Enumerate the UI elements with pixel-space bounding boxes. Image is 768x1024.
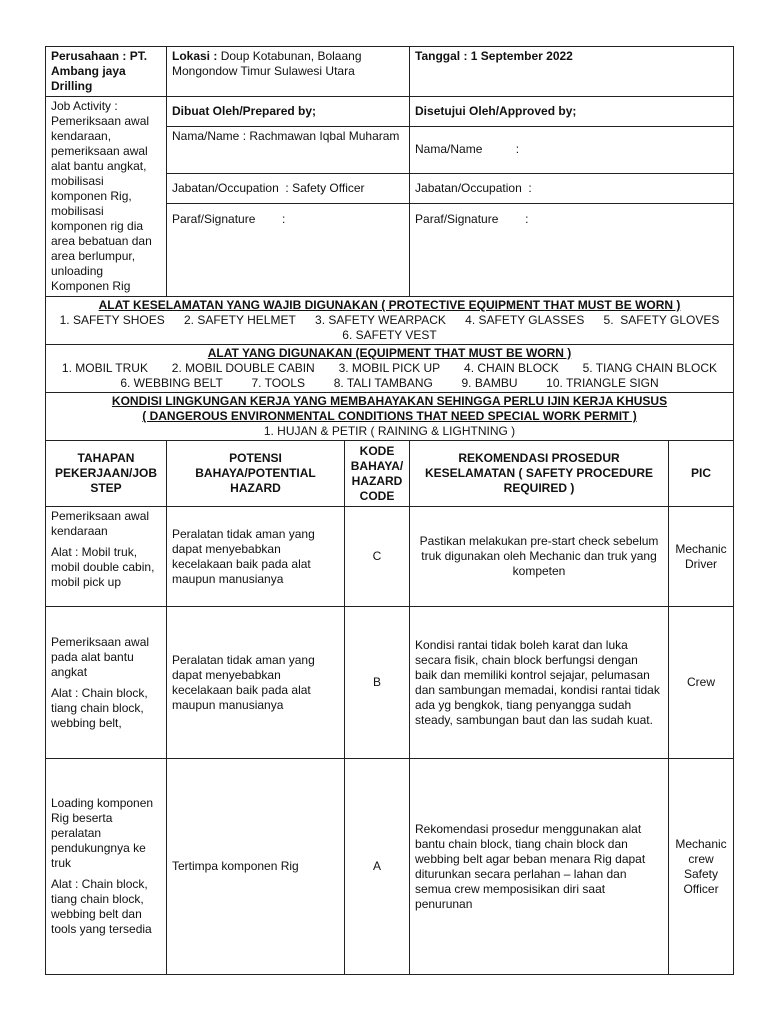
approved-signature: Paraf/Signature :	[410, 203, 734, 296]
ppe-item: 2. SAFETY HELMET	[183, 313, 296, 327]
job-tools: Alat : Chain block, tiang chain block, webbing belt dan tools yang tersedia	[51, 877, 152, 936]
approved-name: Nama/Name :	[410, 127, 734, 174]
ppe-item: 3. SAFETY WEARPACK	[315, 313, 446, 327]
ppe-title: ALAT KESELAMATAN YANG WAJIB DIGUNAKAN ( PROTECTIVE EQUIPMENT THAT MUST BE WORN )	[98, 298, 681, 312]
job-step-cell	[46, 607, 167, 759]
pic-cell: Crew	[669, 607, 734, 759]
ppe-item: 4. SAFETY GLASSES	[465, 313, 585, 327]
equipment-item: 2. MOBIL DOUBLE CABIN	[171, 361, 315, 375]
approved-by-label: Disetujui Oleh/Approved by;	[410, 97, 734, 127]
procedure-cell: Kondisi rantai tidak boleh karat dan luka secara fisik, chain block berfungsi dengan baik dan memiliki kontrol sejajar, pelumasan dan sambungan memadai, kondisi rantai tidak ada yg bengkok, tiang penyangga sudah steady, sambungan baut dan las sudah kuat.	[410, 607, 669, 759]
ppe-item: 5. SAFETY GLOVES	[603, 313, 720, 327]
job-step: Loading komponen Rig beserta peralatan pendukungnya ke truk	[51, 796, 154, 870]
procedure-cell: Rekomendasi prosedur menggunakan alat bantu chain block, tiang chain block dan webbing belt agar beban menara Rig dapat diturunkan secara perlahan – lahan dan semua crew memposisikan diri saat penurunan	[410, 759, 669, 975]
equipment-item: 6. WEBBING BELT	[120, 376, 223, 390]
hazard-code-cell: A	[345, 759, 410, 975]
equipment-list-1	[46, 361, 733, 376]
location-value: Doup Kotabunan, Bolaang Mongondow Timur Sulawesi Utara	[172, 49, 362, 78]
job-step-cell	[46, 759, 167, 975]
equipment-list-2	[46, 376, 733, 391]
header-procedure: REKOMENDASI PROSEDUR KESELAMATAN ( SAFETY PROCEDURE REQUIRED )	[410, 441, 669, 507]
prepared-by-label: Dibuat Oleh/Prepared by;	[167, 97, 410, 127]
header-pic: PIC	[669, 441, 734, 507]
conditions-title: KONDISI LINGKUNGAN KERJA YANG MEMBAHAYAKAN SEHINGGA PERLU IJIN KERJA KHUSUS	[111, 394, 668, 408]
location-cell	[167, 47, 410, 97]
equipment-section	[46, 345, 734, 393]
prepared-name: Nama/Name : Rachmawan Iqbal Muharam	[167, 127, 410, 174]
job-step: Pemeriksaan awal kendaraan	[51, 509, 150, 538]
job-step: Pemeriksaan awal pada alat bantu angkat	[51, 634, 150, 679]
conditions-subtitle: ( DANGEROUS ENVIRONMENTAL CONDITIONS THAT NEED SPECIAL WORK PERMIT )	[142, 409, 637, 423]
equipment-item: 4. CHAIN BLOCK	[464, 361, 559, 375]
job-activity-cell: Job Activity : Pemeriksaan awal kendaraan, pemeriksaan awal alat bantu angkat, mobilisasi komponen Rig, mobilisasi komponen rig dia area bebatuan dan area berlumpur, unloading Komponen Rig	[46, 97, 167, 297]
conditions-item: 1. HUJAN & PETIR ( RAINING & LIGHTNING )	[263, 424, 516, 438]
table-row	[46, 607, 734, 759]
pic-cell: Mechanic Driver	[669, 507, 734, 607]
equipment-item: 9. BAMBU	[461, 376, 518, 390]
prepared-occupation: Jabatan/Occupation : Safety Officer	[167, 173, 410, 203]
company-cell: Perusahaan : PT. Ambang jaya Drilling	[46, 47, 167, 97]
prepared-signature: Paraf/Signature :	[167, 203, 410, 296]
header-hazard: POTENSI BAHAYA/POTENTIAL HAZARD	[167, 441, 345, 507]
procedure-cell: Pastikan melakukan pre-start check sebelum truk digunakan oleh Mechanic dan truk yang kompeten	[410, 507, 669, 607]
ppe-item: 1. SAFETY SHOES	[59, 313, 165, 327]
equipment-item: 10. TRIANGLE SIGN	[546, 376, 659, 390]
jsa-document	[45, 46, 733, 975]
equipment-item: 7. TOOLS	[251, 376, 306, 390]
pic-cell: Mechanic crew Safety Officer	[669, 759, 734, 975]
table-row	[46, 759, 734, 975]
location-label: Lokasi :	[172, 49, 218, 63]
job-tools: Alat : Mobil truk, mobil double cabin, mobil pick up	[51, 545, 155, 589]
date-cell: Tanggal : 1 September 2022	[410, 47, 734, 97]
header-hazard-code: KODE BAHAYA/ HAZARD CODE	[345, 441, 410, 507]
hazard-code-cell: C	[345, 507, 410, 607]
ppe-section	[46, 297, 734, 345]
table-row	[46, 507, 734, 607]
equipment-item: 1. MOBIL TRUK	[61, 361, 148, 375]
hazard-cell: Tertimpa komponen Rig	[167, 759, 345, 975]
ppe-item: 6. SAFETY VEST	[342, 328, 437, 342]
ppe-list	[46, 313, 733, 328]
job-step-cell	[46, 507, 167, 607]
hazard-cell: Peralatan tidak aman yang dapat menyebabkan kecelakaan baik pada alat maupun manusianya	[167, 607, 345, 759]
equipment-item: 3. MOBIL PICK UP	[338, 361, 441, 375]
job-tools: Alat : Chain block, tiang chain block, webbing belt,	[51, 685, 148, 730]
approved-occupation: Jabatan/Occupation :	[410, 173, 734, 203]
header-job-step: TAHAPAN PEKERJAAN/JOB STEP	[46, 441, 167, 507]
equipment-title: ALAT YANG DIGUNAKAN (EQUIPMENT THAT MUST BE WORN )	[207, 346, 572, 360]
equipment-item: 5. TIANG CHAIN BLOCK	[582, 361, 718, 375]
jsa-table	[45, 46, 734, 975]
hazard-cell: Peralatan tidak aman yang dapat menyebabkan kecelakaan baik pada alat maupun manusianya	[167, 507, 345, 607]
hazard-code-cell: B	[345, 607, 410, 759]
equipment-item: 8. TALI TAMBANG	[333, 376, 433, 390]
conditions-section	[46, 393, 734, 441]
